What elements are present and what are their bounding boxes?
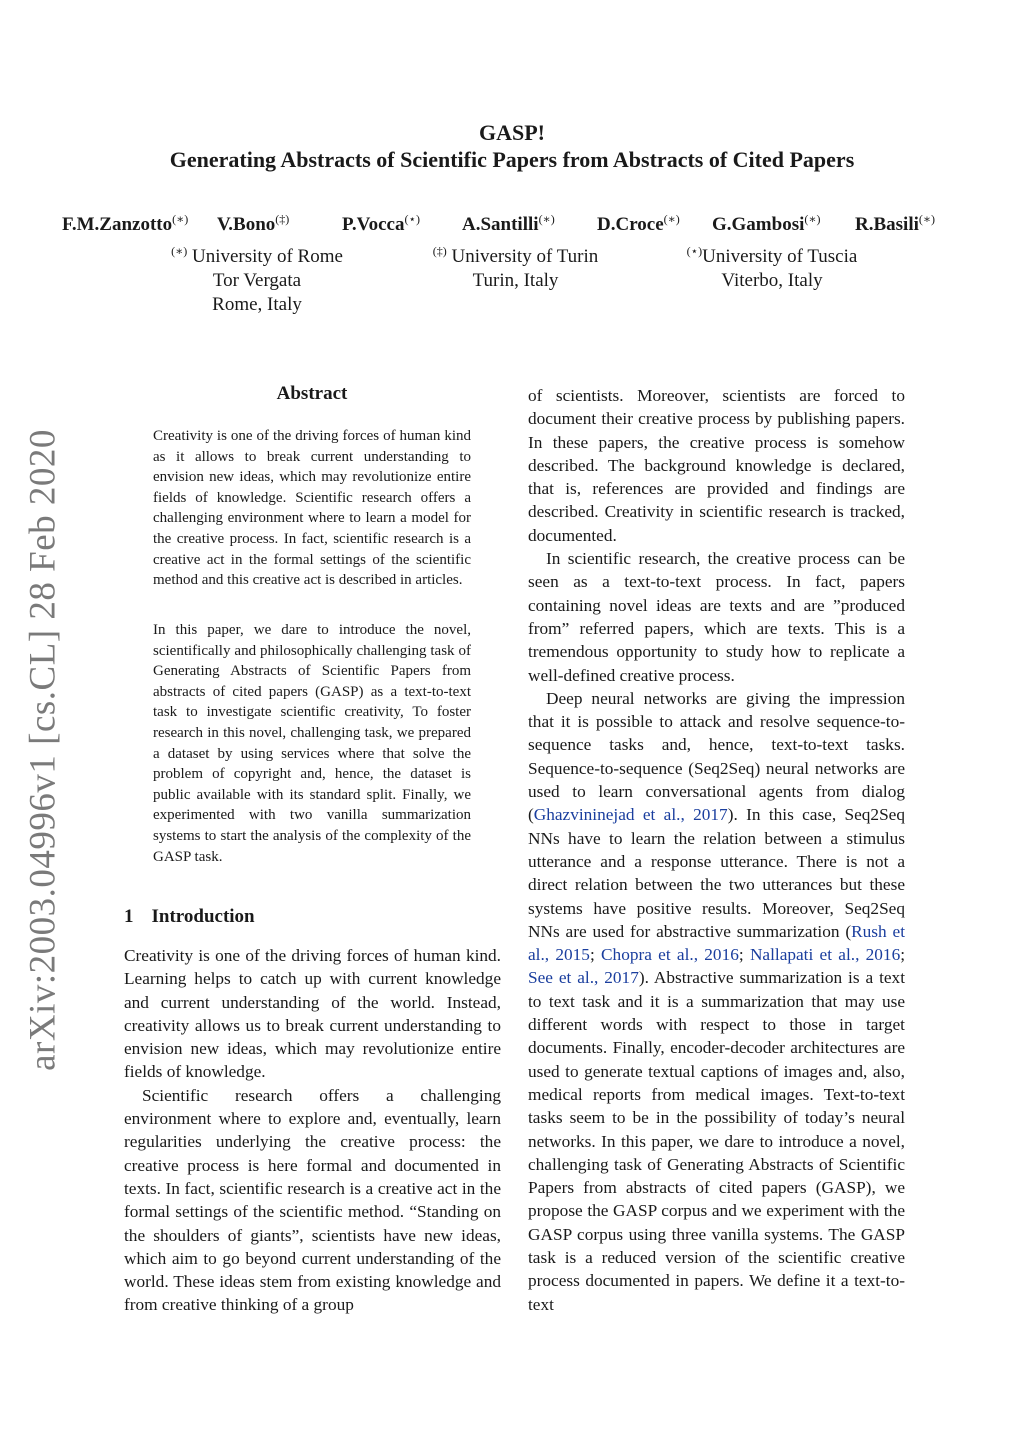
intro-right-column (528, 384, 905, 1316)
intro-paragraph-1: Creativity is one of the driving forces of human kind. Learning helps to catch up with current knowledge and current understanding of the world. Instead, creativity allows us to break current understanding to envision new ideas, which may revolutionize entire fields of knowledge. (124, 946, 501, 1082)
intro-paragraph-4: In scientific research, the creative process can be seen as a text-to-text process. In fact, papers containing novel ideas are texts and are ”produced from” referred papers, which are texts. This is a tremendous opportunity to study how to replicate a well-defined creative process. (528, 549, 905, 685)
intro-paragraph-3: of scientists. Moreover, scientists are forced to document their creative process by publishing papers. In these papers, the creative process is somehow described. The background knowledge is declared, that is, references are provided and findings are described. Creativity in scientific research is tracked, documented. (528, 386, 905, 545)
intro-left-column (124, 944, 501, 1317)
author-gambosi: G.Gambosi(∗) (712, 212, 821, 235)
author-bono: V.Bono(‡) (217, 212, 290, 235)
paper-title-line1: GASP! (479, 120, 545, 145)
arxiv-identifier: arXiv:2003.04996v1 [cs.CL] 28 Feb 2020 (22, 429, 64, 1071)
citation-chopra[interactable]: Chopra et al., 2016 (601, 945, 739, 965)
abstract-paragraph-1: Creativity is one of the driving forces of human kind as it allows to break current understanding to envision new ideas, which may revolutionize entire fields of knowledge. Scientific research offers a challenging environment where to learn a model for the creative process. In fact, scientific research is a creative act in the formal settings of the scientific method and this creative act is described in articles. (153, 428, 471, 589)
author-santilli: A.Santilli(∗) (462, 212, 555, 235)
affiliation-rome: (∗) University of Rome Tor Vergata Rome, Italy (171, 244, 343, 315)
section-number: 1 (124, 906, 134, 927)
section-title: Introduction (151, 906, 255, 927)
section-heading-introduction (124, 906, 255, 928)
intro-paragraph-5: Deep neural networks are giving the impression that it is possible to attack and resolve sequence-to-sequence tasks and, hence, text-to-text tasks. Sequence-to-sequence (Seq2Seq) neural networks are used to learn conversational agents from dialog (Ghazvininejad et al., 2017). In this case, Seq2Seq NNs have to learn the relation between a stimulus utterance and a response utterance. There is not a direct relation between the two utterances but these systems have positive results. Moreover, Seq2Seq NNs are used for abstractive summarization (Rush et al., 2015; Chopra et al., 2016; Nallapati et al., 2016; See et al., 2017). Abstractive summarization is a text to text task and it is a summarization that may use different words with respect to those in target documents. Finally, encoder-decoder architectures are used to generate textual captions of images and, also, medical reports from medical images. Text-to-text tasks seem to be in the possibility of today’s neural networks. In this paper, we dare to introduce a novel, challenging task of Generating Abstracts of Scientific Papers from abstracts of cited papers (GASP), we propose the GASP corpus and we experiment with the GASP corpus using three vanilla systems. The GASP task is a reduced version of the scientific creative process documented in papers. We define it a text-to-text (528, 688, 906, 1314)
citation-ghazvininejad[interactable]: Ghazvininejad et al., 2017 (533, 805, 728, 825)
intro-paragraph-2: Scientific research offers a challenging environment where to explore and, eventually, learn regularities underlying the creative process: the creative process is here formal and documented in texts. In fact, scientific research is a creative act in the formal settings of the scientific method. “Standing on the shoulders of giants”, scientists have new ideas, which aim to go beyond current understanding of the world. These ideas stem from existing knowledge and from creative thinking of a group (124, 1085, 501, 1315)
citation-rush[interactable]: Rush et al., 2015 (528, 921, 905, 965)
citation-nallapati[interactable]: Nallapati et al., 2016 (749, 945, 901, 965)
paper-title-line2: Generating Abstracts of Scientific Papers from Abstracts of Cited Papers (169, 147, 855, 172)
citation-see[interactable]: See et al., 2017 (528, 968, 639, 988)
affiliation-tuscia: (⋆)University of Tuscia Viterbo, Italy (686, 244, 858, 291)
author-zanzotto: F.M.Zanzotto(∗) (62, 212, 189, 235)
abstract-paragraph-2: In this paper, we dare to introduce the novel, scientifically and philosophically challenging task of Generating Abstracts of Scientific Papers from abstracts of cited papers (GASP) as a text-to-text task to investigate scientific creativity, To foster research in this novel, challenging task, we prepared a dataset by using services where that solve the problem of copyright and, hence, the dataset is public available with its standard split. Finally, we experimented with two vanilla summarization systems to start the analysis of the complexity of the GASP task. (153, 622, 471, 865)
author-basili: R.Basili(∗) (855, 212, 936, 235)
affiliation-turin: (‡) University of Turin Turin, Italy (432, 244, 599, 291)
abstract-heading: Abstract (276, 383, 348, 404)
author-vocca: P.Vocca(⋆) (342, 212, 420, 235)
author-croce: D.Croce(∗) (597, 212, 680, 235)
